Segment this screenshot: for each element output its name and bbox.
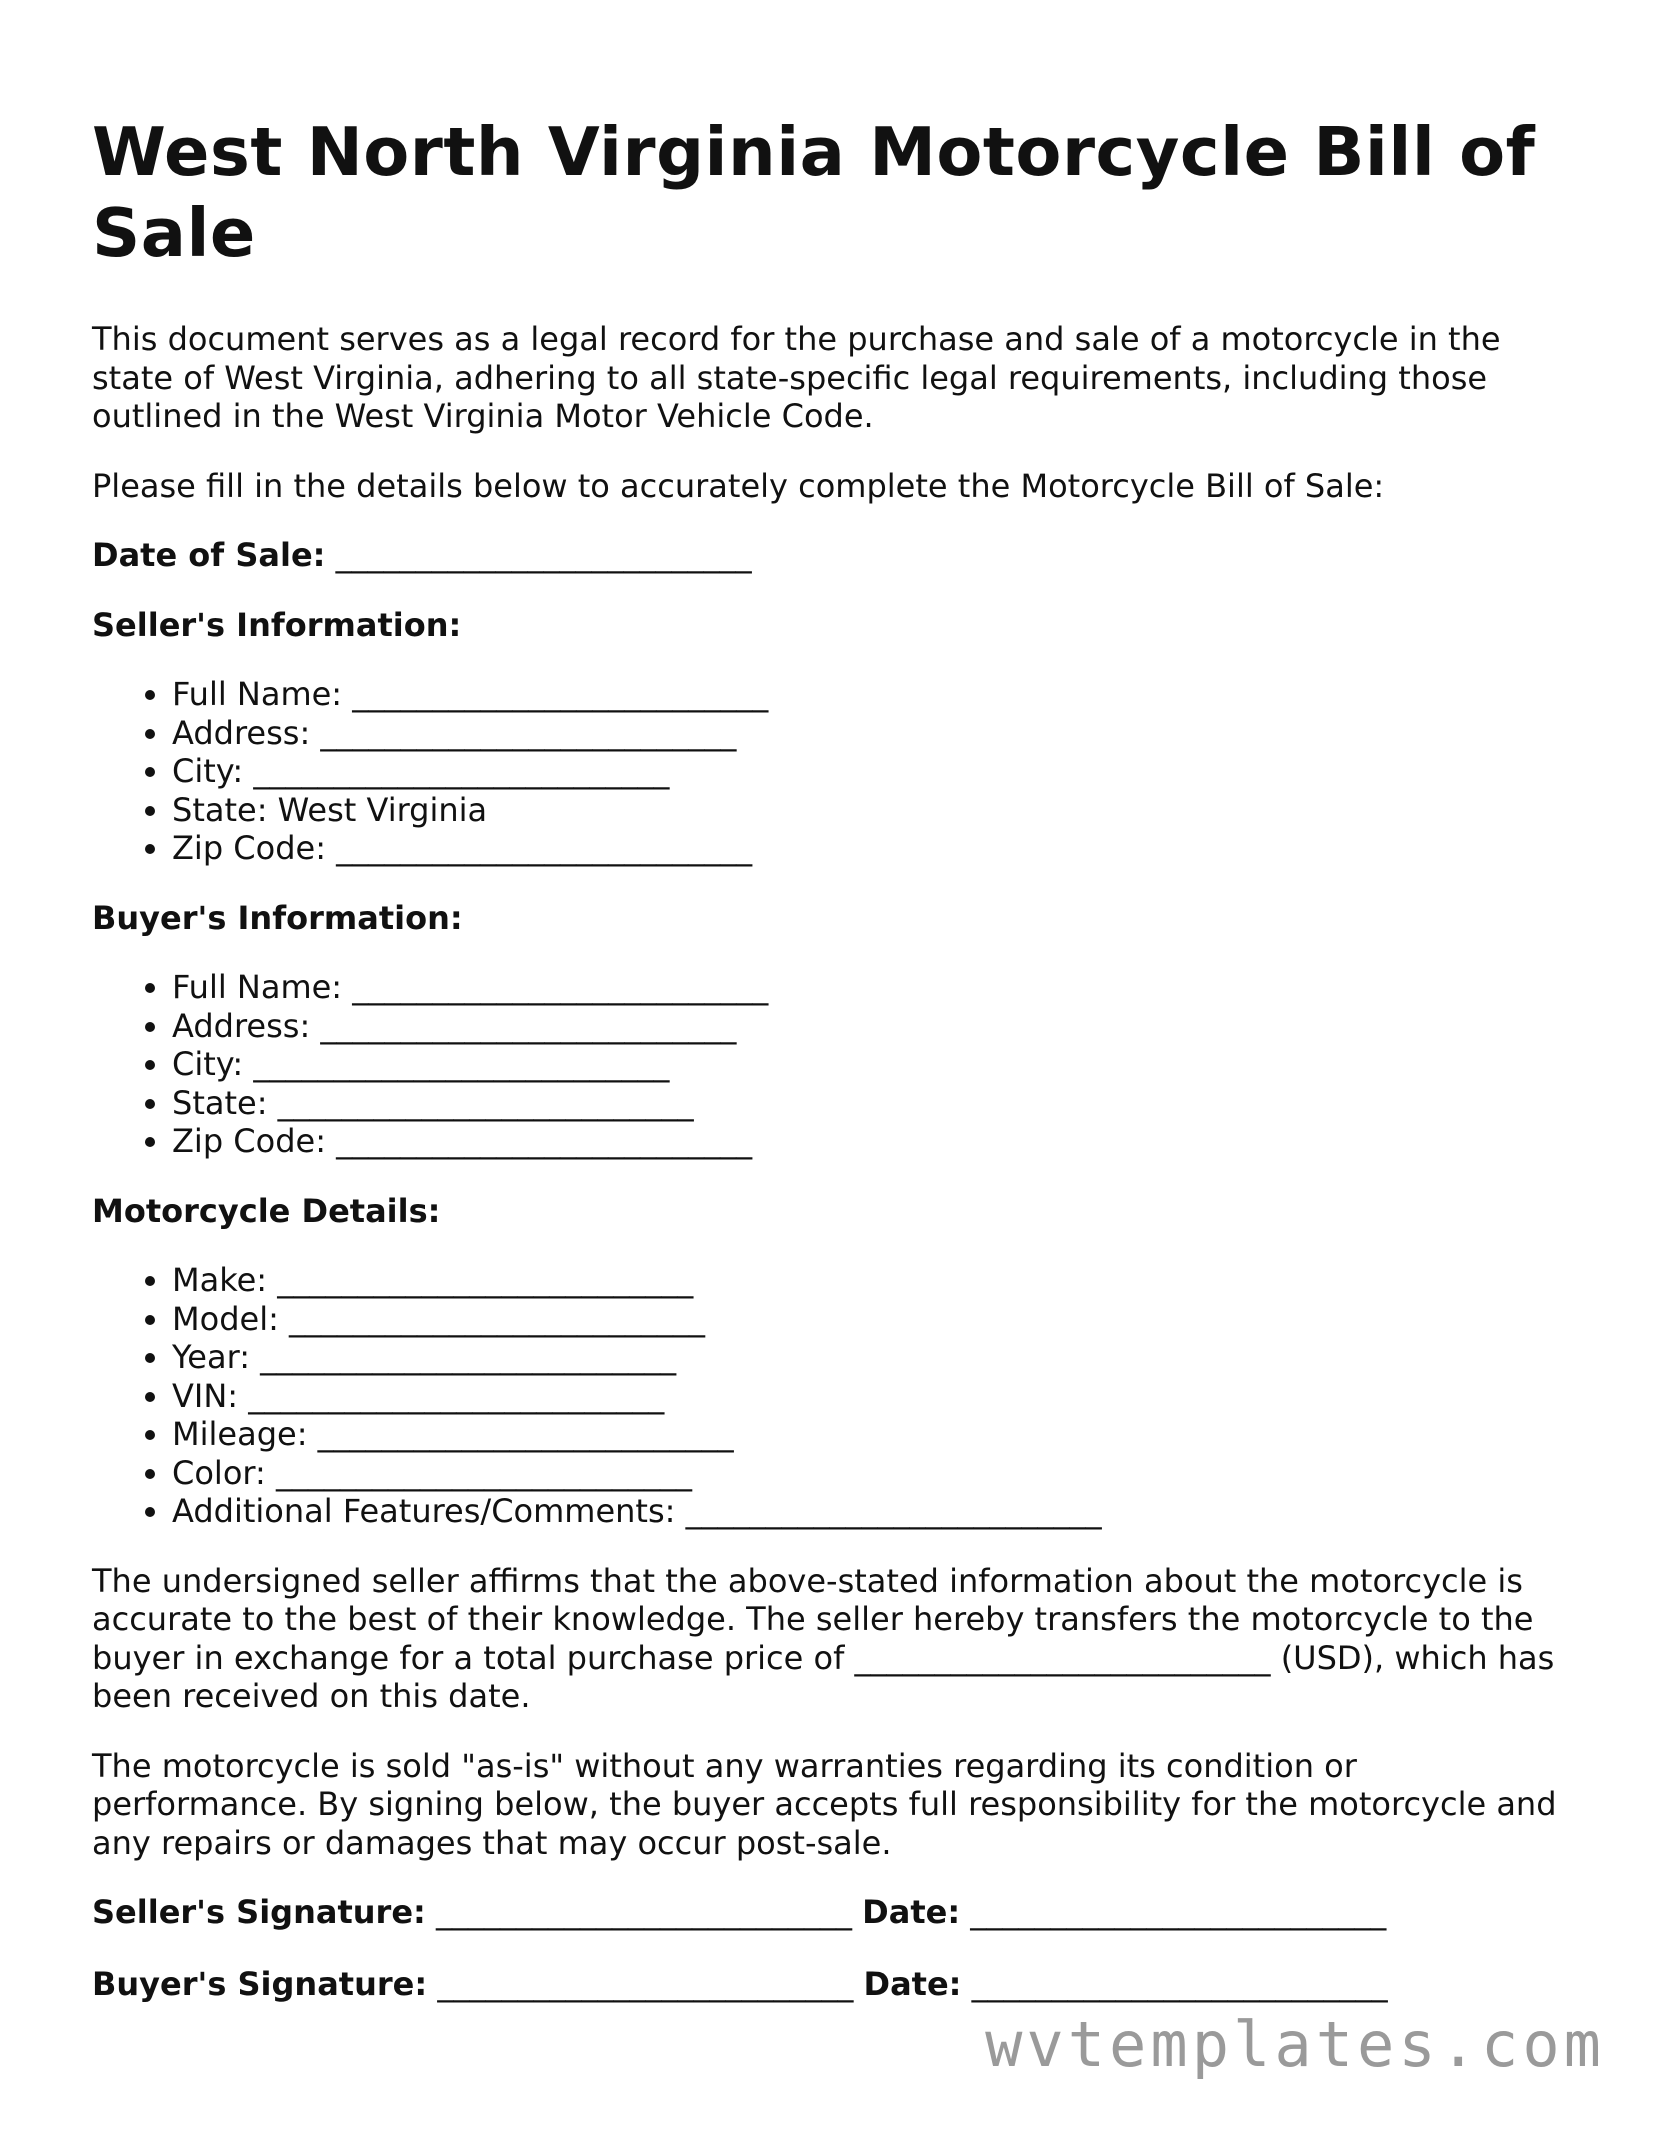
color-label: Color:	[172, 1453, 266, 1492]
seller-city-label: City:	[172, 752, 244, 790]
seller-address-blank[interactable]: __________________________	[320, 713, 737, 752]
motorcycle-details-heading: Motorcycle Details:	[92, 1191, 441, 1230]
list-item	[172, 1007, 1572, 1046]
watermark: wvtemplates.com	[985, 2008, 1605, 2081]
seller-info-heading: Seller's Information:	[92, 605, 462, 644]
buyer-info-list	[92, 968, 1572, 1161]
buyer-zip-label: Zip Code:	[172, 1122, 326, 1160]
seller-city-blank[interactable]: __________________________	[253, 752, 670, 790]
model-blank[interactable]: __________________________	[289, 1299, 706, 1338]
model-label: Model:	[172, 1299, 279, 1338]
buyer-city-label: City:	[172, 1045, 244, 1083]
list-item	[172, 791, 1572, 830]
list-item	[172, 1492, 1572, 1531]
seller-zip-blank[interactable]: __________________________	[336, 829, 753, 867]
list-item	[172, 1338, 1572, 1377]
seller-signature-blank[interactable]: __________________________	[435, 1893, 852, 1931]
vin-label: VIN:	[172, 1376, 239, 1415]
seller-signature-row	[92, 1893, 1572, 1932]
instruction-paragraph: Please fill in the details below to accurately complete the Motorcycle Bill of Sale:	[92, 466, 1385, 505]
list-item	[172, 1415, 1572, 1454]
year-label: Year:	[172, 1338, 250, 1376]
buyer-zip-blank[interactable]: __________________________	[336, 1122, 753, 1160]
features-label: Additional Features/Comments:	[172, 1492, 676, 1530]
list-item	[172, 675, 1572, 714]
buyer-state-blank[interactable]: __________________________	[277, 1083, 694, 1122]
intro-paragraph: This document serves as a legal record for the purchase and sale of a motorcycle in the state of West Virginia, adhering to all state-specific legal requirements, including those outlined in the West Virginia Motor Vehicle Code.	[92, 320, 1501, 435]
make-blank[interactable]: __________________________	[277, 1261, 694, 1299]
mileage-blank[interactable]: __________________________	[317, 1415, 734, 1453]
buyer-full-name-label: Full Name:	[172, 968, 343, 1006]
seller-state-label: State: West Virginia	[172, 790, 488, 829]
as-is-paragraph: The motorcycle is sold "as-is" without any warranties regarding its condition or performance. By signing below, the buyer accepts full responsibility for the motorcycle and any repairs or damages that may occur post-sale.	[92, 1746, 1557, 1862]
list-item	[172, 1261, 1572, 1300]
buyer-address-blank[interactable]: __________________________	[320, 1006, 737, 1045]
buyer-address-label: Address:	[172, 1006, 311, 1045]
list-item	[172, 829, 1572, 868]
mileage-label: Mileage:	[172, 1415, 308, 1453]
buyer-signature-row	[92, 1965, 1572, 2004]
motorcycle-details-list	[92, 1261, 1572, 1531]
seller-address-label: Address:	[172, 713, 311, 752]
buyer-signature-blank[interactable]: __________________________	[437, 1964, 854, 2003]
list-item	[172, 1122, 1572, 1161]
seller-zip-label: Zip Code:	[172, 829, 326, 867]
affirmation-text-end: (USD), which has been received on this date.	[92, 1638, 1555, 1715]
make-label: Make:	[172, 1261, 268, 1299]
buyer-info-heading: Buyer's Information:	[92, 898, 463, 937]
date-of-sale-label: Date of Sale:	[92, 536, 326, 574]
affirmation-text-start: The undersigned seller affirms that the above-stated information about the motorcycle is accurate to the best of their knowledge. The seller hereby transfers the motorcycle to the buyer in exchange for a total purchase price of	[92, 1561, 1534, 1677]
buyer-signature-label: Buyer's Signature:	[92, 1964, 428, 2003]
seller-info-list	[92, 675, 1572, 868]
color-blank[interactable]: __________________________	[275, 1453, 692, 1492]
buyer-state-label: State:	[172, 1083, 268, 1122]
date-of-sale-blank[interactable]: __________________________	[335, 536, 752, 574]
buyer-city-blank[interactable]: __________________________	[253, 1045, 670, 1083]
buyer-full-name-blank[interactable]: __________________________	[352, 968, 769, 1006]
vin-blank[interactable]: __________________________	[248, 1376, 665, 1415]
list-item	[172, 714, 1572, 753]
seller-full-name-label: Full Name:	[172, 675, 343, 713]
list-item	[172, 1454, 1572, 1493]
seller-full-name-blank[interactable]: __________________________	[352, 675, 769, 713]
affirmation-paragraph	[92, 1562, 1572, 1716]
document-title: West North Virginia Motorcycle Bill of Sale	[92, 113, 1536, 272]
list-item	[172, 1084, 1572, 1123]
date-of-sale-field	[92, 536, 1572, 575]
year-blank[interactable]: __________________________	[260, 1338, 677, 1376]
purchase-price-blank[interactable]: __________________________	[854, 1638, 1271, 1677]
buyer-date-label: Date:	[863, 1964, 962, 2003]
seller-date-label: Date:	[862, 1893, 961, 1931]
list-item	[172, 1377, 1572, 1416]
seller-signature-label: Seller's Signature:	[92, 1893, 426, 1931]
list-item	[172, 752, 1572, 791]
buyer-date-blank[interactable]: __________________________	[971, 1964, 1388, 2003]
list-item	[172, 968, 1572, 1007]
list-item	[172, 1300, 1572, 1339]
list-item	[172, 1045, 1572, 1084]
features-blank[interactable]: __________________________	[685, 1492, 1102, 1530]
document-page	[92, 112, 1572, 2036]
seller-date-blank[interactable]: __________________________	[970, 1893, 1387, 1931]
